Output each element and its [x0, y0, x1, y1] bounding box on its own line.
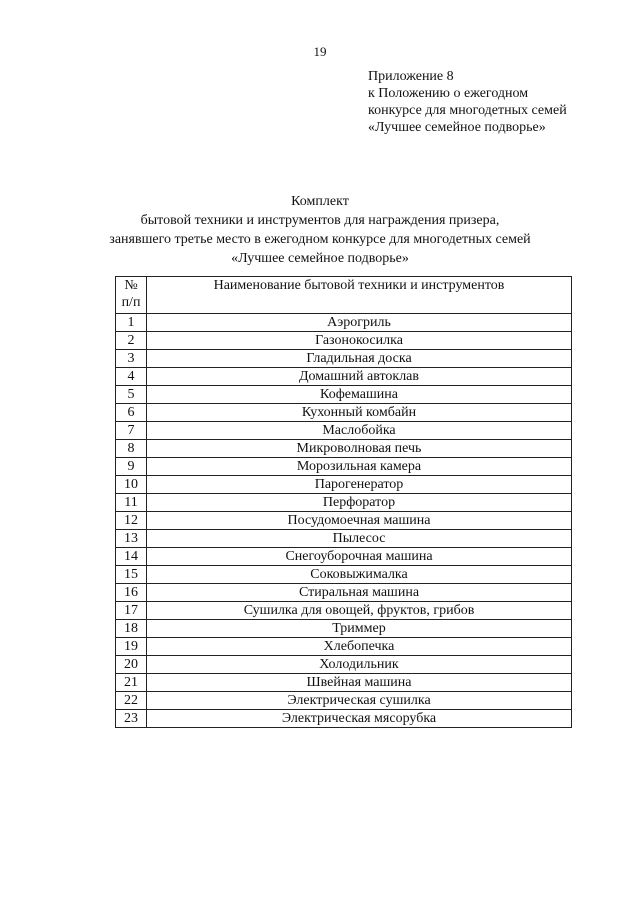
table-row	[116, 656, 572, 674]
table-row	[116, 422, 572, 440]
row-number-cell: 21	[116, 674, 147, 692]
row-number-cell: 2	[116, 332, 147, 350]
item-name-cell: Посудомоечная машина	[147, 512, 572, 530]
table-row	[116, 350, 572, 368]
item-name-cell: Триммер	[147, 620, 572, 638]
row-number-cell: 10	[116, 476, 147, 494]
table-row	[116, 692, 572, 710]
row-number-cell: 8	[116, 440, 147, 458]
page-number: 19	[313, 44, 327, 59]
column-header-number-line2: п/п	[121, 295, 141, 310]
heading-line: Комплект	[291, 194, 349, 209]
item-name-cell: Гладильная доска	[147, 350, 572, 368]
appendix-line: Приложение 8	[368, 69, 454, 84]
table-row	[116, 332, 572, 350]
table-row	[116, 440, 572, 458]
table-body	[116, 314, 572, 728]
row-number-cell: 17	[116, 602, 147, 620]
table-row	[116, 386, 572, 404]
item-name-cell: Пылесос	[147, 530, 572, 548]
row-number-cell: 12	[116, 512, 147, 530]
table-row	[116, 620, 572, 638]
item-name-cell: Аэрогриль	[147, 314, 572, 332]
row-number-cell: 18	[116, 620, 147, 638]
row-number-cell: 4	[116, 368, 147, 386]
heading-line: бытовой техники и инструментов для награждения призера,	[140, 213, 500, 228]
row-number-cell: 13	[116, 530, 147, 548]
item-name-cell: Кофемашина	[147, 386, 572, 404]
items-table	[115, 276, 572, 728]
item-name-cell: Холодильник	[147, 656, 572, 674]
table-row	[116, 638, 572, 656]
item-name-cell: Маслобойка	[147, 422, 572, 440]
table-row	[116, 548, 572, 566]
appendix-line: конкурсе для многодетных семей	[368, 103, 567, 118]
column-header-number-line1: №	[124, 278, 138, 293]
table-row	[116, 314, 572, 332]
row-number-cell: 1	[116, 314, 147, 332]
column-header-name: Наименование бытовой техники и инструментов	[147, 277, 572, 314]
row-number-cell: 23	[116, 710, 147, 728]
item-name-cell: Перфоратор	[147, 494, 572, 512]
heading-line: «Лучшее семейное подворье»	[231, 251, 409, 266]
row-number-cell: 16	[116, 584, 147, 602]
item-name-cell: Электрическая сушилка	[147, 692, 572, 710]
table-row	[116, 530, 572, 548]
item-name-cell: Сушилка для овощей, фруктов, грибов	[147, 602, 572, 620]
table-row	[116, 584, 572, 602]
table-row	[116, 404, 572, 422]
row-number-cell: 11	[116, 494, 147, 512]
appendix-line: «Лучшее семейное подворье»	[368, 120, 546, 135]
item-name-cell: Парогенератор	[147, 476, 572, 494]
table-row	[116, 512, 572, 530]
item-name-cell: Газонокосилка	[147, 332, 572, 350]
table-row	[116, 458, 572, 476]
item-name-cell: Микроволновая печь	[147, 440, 572, 458]
row-number-cell: 9	[116, 458, 147, 476]
item-name-cell: Домашний автоклав	[147, 368, 572, 386]
appendix-line: к Положению о ежегодном	[368, 86, 529, 101]
row-number-cell: 14	[116, 548, 147, 566]
row-number-cell: 5	[116, 386, 147, 404]
row-number-cell: 22	[116, 692, 147, 710]
item-name-cell: Хлебопечка	[147, 638, 572, 656]
table-row	[116, 494, 572, 512]
row-number-cell: 3	[116, 350, 147, 368]
item-name-cell: Швейная машина	[147, 674, 572, 692]
item-name-cell: Стиральная машина	[147, 584, 572, 602]
table-row	[116, 602, 572, 620]
table-row	[116, 566, 572, 584]
item-name-cell: Соковыжималка	[147, 566, 572, 584]
row-number-cell: 20	[116, 656, 147, 674]
document-heading	[0, 192, 640, 268]
row-number-cell: 15	[116, 566, 147, 584]
column-header-number	[116, 277, 147, 314]
item-name-cell: Снегоуборочная машина	[147, 548, 572, 566]
item-name-cell: Электрическая мясорубка	[147, 710, 572, 728]
item-name-cell: Кухонный комбайн	[147, 404, 572, 422]
table-row	[116, 476, 572, 494]
item-name-cell: Морозильная камера	[147, 458, 572, 476]
row-number-cell: 19	[116, 638, 147, 656]
table-row	[116, 368, 572, 386]
row-number-cell: 7	[116, 422, 147, 440]
table-header-row	[116, 277, 572, 314]
appendix-note	[368, 68, 628, 136]
row-number-cell: 6	[116, 404, 147, 422]
heading-line: занявшего третье место в ежегодном конкурсе для многодетных семей	[109, 232, 531, 247]
table-row	[116, 674, 572, 692]
table-row	[116, 710, 572, 728]
